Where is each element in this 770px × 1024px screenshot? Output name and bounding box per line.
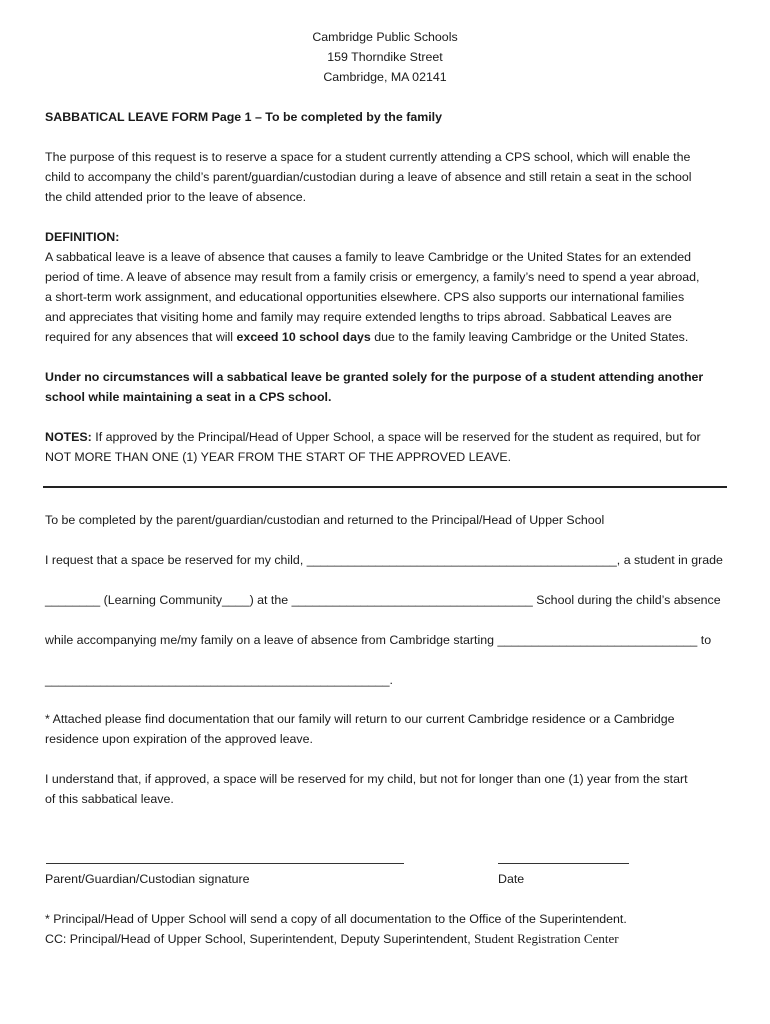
request-line-starting: while accompanying me/my family on a leave of absence from Cambridge starting _____________________________ to: [45, 633, 712, 647]
notes-line: NOT MORE THAN ONE (1) YEAR FROM THE START OF THE APPROVED LEAVE.: [45, 450, 512, 464]
definition-line: a short-term work assignment, and educational opportunities elsewhere. CPS also supports our international families: [45, 290, 685, 304]
request-line-end-date: __________________________________________________.: [45, 673, 393, 687]
attached-line: * Attached please find documentation that our family will return to our current Cambridge residence or a Cambridge: [45, 712, 675, 726]
purpose-line: The purpose of this request is to reserve a space for a student currently attending a CPS school, which will enable the: [45, 150, 691, 164]
footer-note: * Principal/Head of Upper School will send a copy of all documentation to the Office of the Superintendent.: [45, 912, 627, 926]
definition-heading: DEFINITION:: [45, 230, 120, 244]
definition-line: [45, 327, 735, 347]
warning-line: Under no circumstances will a sabbatical leave be granted solely for the purpose of a student attending another: [45, 370, 704, 384]
signature-line[interactable]: [46, 863, 404, 864]
definition-line: A sabbatical leave is a leave of absence that causes a family to leave Cambridge or the United States for an extended: [45, 250, 692, 264]
cc-line: [45, 929, 619, 949]
notes-line: [45, 427, 735, 447]
school-street: 159 Thorndike Street: [327, 50, 443, 64]
purpose-paragraph: [45, 147, 735, 207]
school-city: Cambridge, MA 02141: [323, 70, 447, 84]
attached-line: residence upon expiration of the approved leave.: [45, 732, 313, 746]
understand-paragraph: [45, 769, 735, 809]
definition-emphasis: exceed 10 school days: [236, 330, 371, 344]
date-label: Date: [498, 872, 525, 886]
definition-text: required for any absences that will: [45, 330, 237, 344]
understand-line: I understand that, if approved, a space will be reserved for my child, but not for longer than one (1) year from the start: [45, 772, 688, 786]
definition-line: period of time. A leave of absence may result from a family crisis or emergency, a family’s need to spend a year abroad,: [45, 270, 700, 284]
warning-paragraph: [45, 367, 735, 407]
request-line-school: ________ (Learning Community____) at the ___________________________________ School during the child’s absence: [45, 593, 721, 607]
warning-line: school while maintaining a seat in a CPS school.: [45, 390, 332, 404]
definition-section: [45, 227, 735, 347]
cc-recipients: CC: Principal/Head of Upper School, Superintendent, Deputy Superintendent,: [45, 932, 475, 946]
notes-label: NOTES:: [45, 430, 92, 444]
request-line-child: I request that a space be reserved for my child, _____________________________________________, a student in grade: [45, 553, 723, 567]
section-divider: [43, 486, 727, 488]
understand-line: of this sabbatical leave.: [45, 792, 174, 806]
notes-text: If approved by the Principal/Head of Upper School, a space will be reserved for the student as required, but for: [91, 430, 701, 444]
attached-paragraph: [45, 709, 735, 749]
school-name: Cambridge Public Schools: [312, 30, 458, 44]
signature-label: Parent/Guardian/Custodian signature: [45, 872, 250, 886]
notes-paragraph: [45, 427, 735, 467]
form-title: SABBATICAL LEAVE FORM Page 1 – To be completed by the family: [45, 110, 443, 124]
definition-line: and appreciates that visiting home and family may require extended lengths to trips abroad. Sabbatical Leaves are: [45, 310, 672, 324]
section-intro: To be completed by the parent/guardian/custodian and returned to the Principal/Head of Upper School: [45, 513, 605, 527]
definition-text: due to the family leaving Cambridge or the United States.: [370, 330, 689, 344]
purpose-line: child to accompany the child’s parent/guardian/custodian during a leave of absence and still retain a seat in the school: [45, 170, 692, 184]
cc-registration-center: Student Registration Center: [474, 931, 619, 946]
date-line[interactable]: [498, 863, 629, 864]
purpose-line: the child attended prior to the leave of absence.: [45, 190, 307, 204]
